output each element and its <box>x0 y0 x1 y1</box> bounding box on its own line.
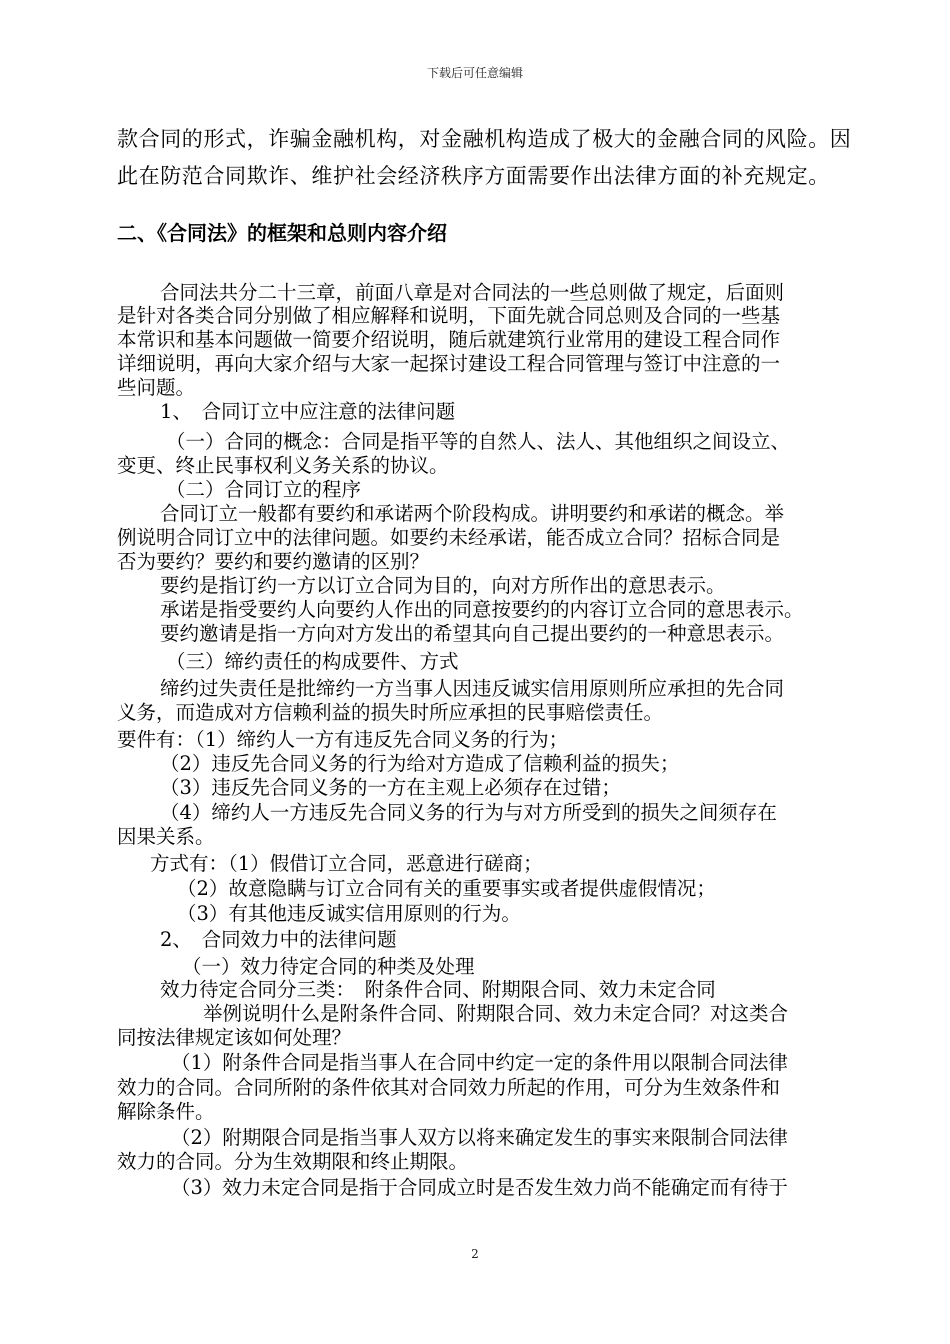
text-line: （1）附条件合同是指当事人在合同中约定一定的条件用以限制合同法律 <box>171 1051 788 1074</box>
text-line: 详细说明，再向大家介绍与大家一起探讨建设工程合同管理与签订中注意的一 <box>117 352 781 375</box>
text-line: （4）缔约人一方违反先合同义务的行为与对方所受到的损失之间须存在 <box>160 801 777 824</box>
text-line: （2）违反先合同义务的行为给对方造成了信赖利益的损失； <box>160 752 680 775</box>
text-line: 效力的合同。合同所附的条件依其对合同效力所起的作用，可分为生效条件和 <box>117 1076 781 1099</box>
text-line: （一）合同的概念：合同是指平等的自然人、法人、其他组织之间设立、 <box>166 430 791 453</box>
text-line: （二）合同订立的程序 <box>166 478 362 501</box>
text-line: 因果关系。 <box>117 825 215 848</box>
text-line: （2）附期限合同是指当事人双方以将来确定发生的事实来限制合同法律 <box>171 1126 788 1149</box>
text-line: 效力待定合同分三类： 附条件合同、附期限合同、效力未定合同 <box>160 978 716 1001</box>
text-line: 解除条件。 <box>117 1100 215 1123</box>
page-number: 2 <box>471 1247 479 1261</box>
text-line: 合同法共分二十三章，前面八章是对合同法的一些总则做了规定，后面则 <box>160 281 785 304</box>
text-line: 效力的合同。分为生效期限和终止期限。 <box>117 1150 469 1173</box>
text-line: 方式有：（1）假借订立合同，恶意进行磋商； <box>150 852 543 875</box>
text-line: 要约是指订约一方以订立合同为目的，向对方所作出的意思表示。 <box>160 574 726 597</box>
text-line: 要约邀请是指一方向对方发出的希望其向自己提出要约的一种意思表示。 <box>160 622 785 645</box>
subsection-heading: 2、 合同效力中的法律问题 <box>160 928 397 951</box>
text-line: 要件有：（1）缔约人一方有违反先合同义务的行为； <box>117 728 569 751</box>
page-header: 下载后可任意编辑 <box>426 66 523 80</box>
text-line: （三）缔约责任的构成要件、方式 <box>166 650 459 673</box>
text-line: 例说明合同订立中的法律问题。如要约未经承诺，能否成立合同？招标合同是 <box>117 526 781 549</box>
text-line: （3）有其他违反诚实信用原则的行为。 <box>177 902 521 925</box>
section-heading: 二、《合同法》的框架和总则内容介绍 <box>117 221 447 245</box>
text-line: 承诺是指受要约人向要约人作出的同意按要约的内容订立合同的意思表示。 <box>160 598 804 621</box>
text-line: （一）效力待定合同的种类及处理 <box>182 955 475 978</box>
text-line: 是针对各类合同分别做了相应解释和说明，下面先就合同总则及合同的一些基 <box>117 304 781 327</box>
text-line: （3）效力未定合同是指于合同成立时是否发生效力尚不能确定而有待于 <box>171 1176 788 1199</box>
text-line: 此在防范合同欺诈、维护社会经济秩序方面需要作出法律方面的补充规定。 <box>117 164 830 188</box>
text-line: 否为要约？要约和要约邀请的区别？ <box>117 550 430 573</box>
text-line: 举例说明什么是附条件合同、附期限合同、效力未定合同？对这类合 <box>203 1002 789 1025</box>
text-line: 义务，而造成对方信赖利益的损失时所应承担的民事赔偿责任。 <box>117 701 664 724</box>
subsection-heading: 1、 合同订立中应注意的法律问题 <box>160 400 456 423</box>
text-line: 变更、终止民事权利义务关系的协议。 <box>117 454 449 477</box>
text-line: （2）故意隐瞒与订立合同有关的重要事实或者提供虚假情况； <box>177 877 716 900</box>
text-line: 本常识和基本问题做一简要介绍说明，随后就建筑行业常用的建设工程合同作 <box>117 328 781 351</box>
text-line: （3）违反先合同义务的一方在主观上必须存在过错； <box>160 776 621 799</box>
text-line: 合同订立一般都有要约和承诺两个阶段构成。讲明要约和承诺的概念。举 <box>160 502 785 525</box>
text-line: 些问题。 <box>117 376 196 399</box>
text-line: 款合同的形式，诈骗金融机构，对金融机构造成了极大的金融合同的风险。因 <box>117 127 852 151</box>
text-line: 同按法律规定该如何处理？ <box>117 1026 352 1049</box>
text-line: 缔约过失责任是批缔约一方当事人因违反诚实信用原则所应承担的先合同 <box>160 677 785 700</box>
